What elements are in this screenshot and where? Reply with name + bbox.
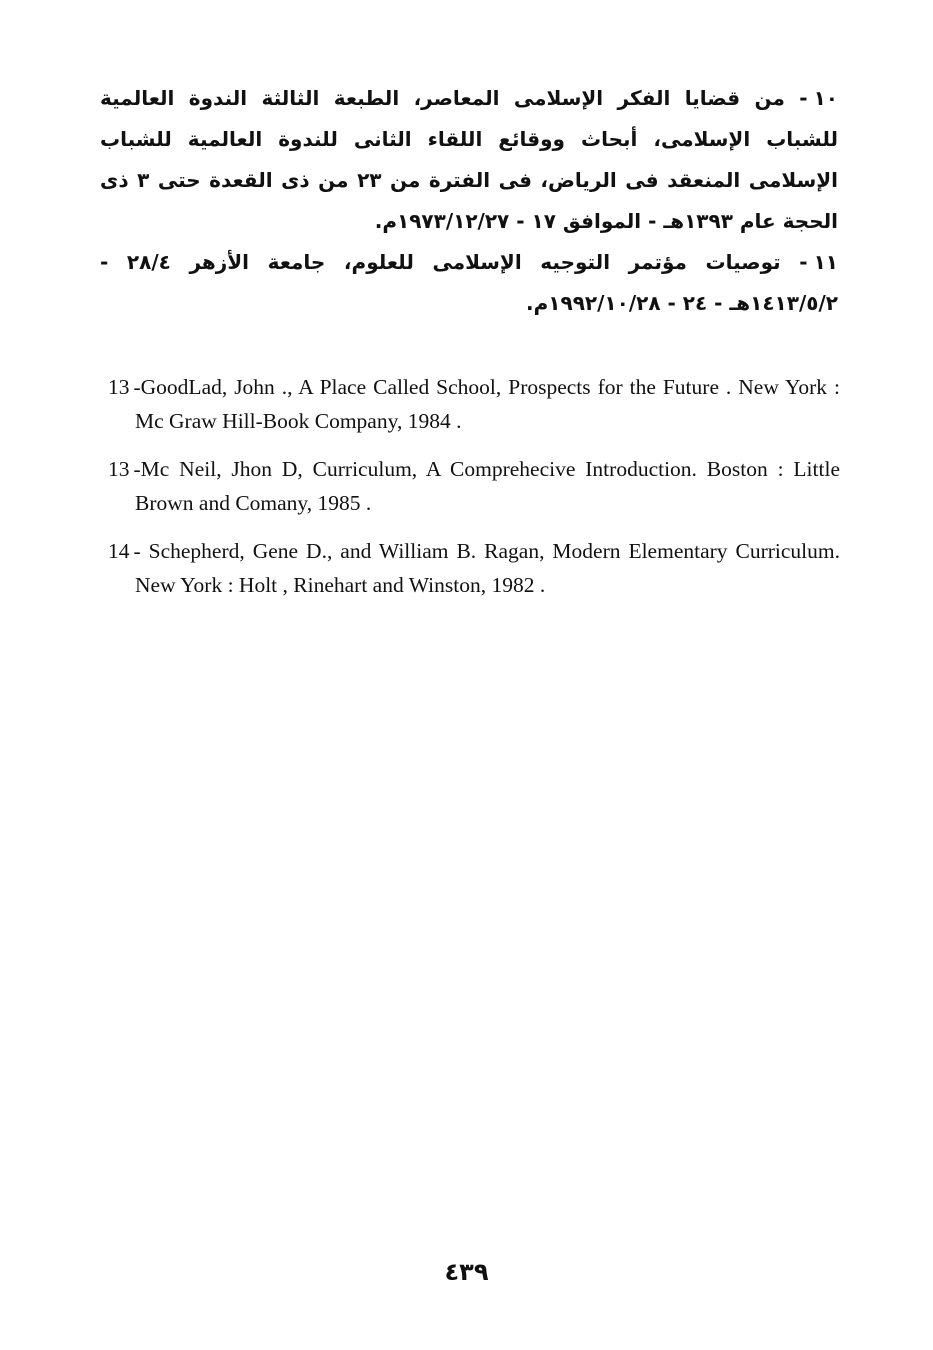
reference-text: - توصيات مؤتمر التوجيه الإسلامى للعلوم، جامعة الأزهر ٢٨/٤ - ١٤١٣/٥/٢هـ - ٢٤ - ١٩٩٢/١٠/٢٨م. <box>100 250 838 315</box>
reference-number: 14 <box>108 539 130 563</box>
reference-text: -GoodLad, John ., A Place Called School, Prospects for the Future . New York : Mc Graw Hill-Book Company, 1984 . <box>133 375 840 433</box>
reference-item-10 <box>100 78 838 242</box>
arabic-references <box>100 78 838 324</box>
reference-text: - من قضايا الفكر الإسلامى المعاصر، الطبعة الثالثة الندوة العالمية للشباب الإسلامى، أبحاث ووقائع اللقاء الثانى للندوة العالمية للشباب الإسلامى المنعقد فى الرياض، فى الفترة من ٢٣ من ذى القعدة حتى ٣ ذى الحجة عام ١٣٩٣هـ - الموافق ١٧ - ١٩٧٣/١٢/٢٧م. <box>100 86 838 233</box>
reference-number: ١١ <box>813 250 838 274</box>
reference-text: - Schepherd, Gene D., and William B. Ragan, Modern Elementary Curriculum. New York : Holt , Rinehart and Winston, 1982 . <box>133 539 840 597</box>
english-references <box>108 370 840 616</box>
reference-item-13-mcneil <box>108 452 840 520</box>
reference-number: 13 <box>108 457 130 481</box>
reference-item-13-goodlad <box>108 370 840 438</box>
reference-text: -Mc Neil, Jhon D, Curriculum, A Comprehecive Introduction. Boston : Little Brown and Comany, 1985 . <box>133 457 840 515</box>
reference-number: 13 <box>108 375 130 399</box>
reference-item-14-schepherd <box>108 534 840 602</box>
reference-number: ١٠ <box>813 86 838 110</box>
reference-item-11 <box>100 242 838 324</box>
page-number: ٤٣٩ <box>444 1258 489 1286</box>
